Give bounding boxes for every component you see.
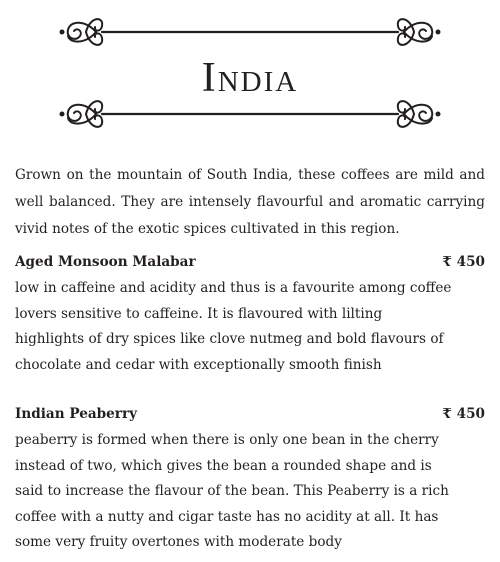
menu-item-header	[15, 402, 485, 426]
scroll-divider-icon	[56, 12, 444, 52]
menu-item-description: low in caffeine and acidity and thus is a favourite among coffee lovers sensitive to caffeine. It is flavoured with lilting highlights of dry spices like clove nutmeg and bold flavours of chocolate and cedar with exceptionally smooth finish	[15, 280, 452, 373]
menu-item	[15, 250, 485, 378]
scroll-divider-icon	[56, 94, 444, 134]
menu-item-header	[15, 250, 485, 274]
menu-item-price: ₹ 450	[442, 406, 485, 422]
region-intro: Grown on the mountain of South India, these coffees are mild and well balanced. They are intensely flavourful and aromatic carrying vivid notes of the exotic spices cultivated in this region.	[15, 166, 485, 237]
menu-item-description: peaberry is formed when there is only one bean in the cherry instead of two, which gives the bean a rounded shape and is said to increase the flavour of the bean. This Peaberry is a rich coffee with a nutty and cigar taste has no acidity at all. It has some very fruity overtones with moderate body	[15, 432, 449, 550]
menu-item	[15, 402, 485, 556]
menu-item-name: Aged Monsoon Malabar	[15, 254, 196, 270]
page-title: India	[201, 55, 299, 101]
menu-item-price: ₹ 450	[442, 254, 485, 270]
menu-item-name: Indian Peaberry	[15, 406, 138, 422]
